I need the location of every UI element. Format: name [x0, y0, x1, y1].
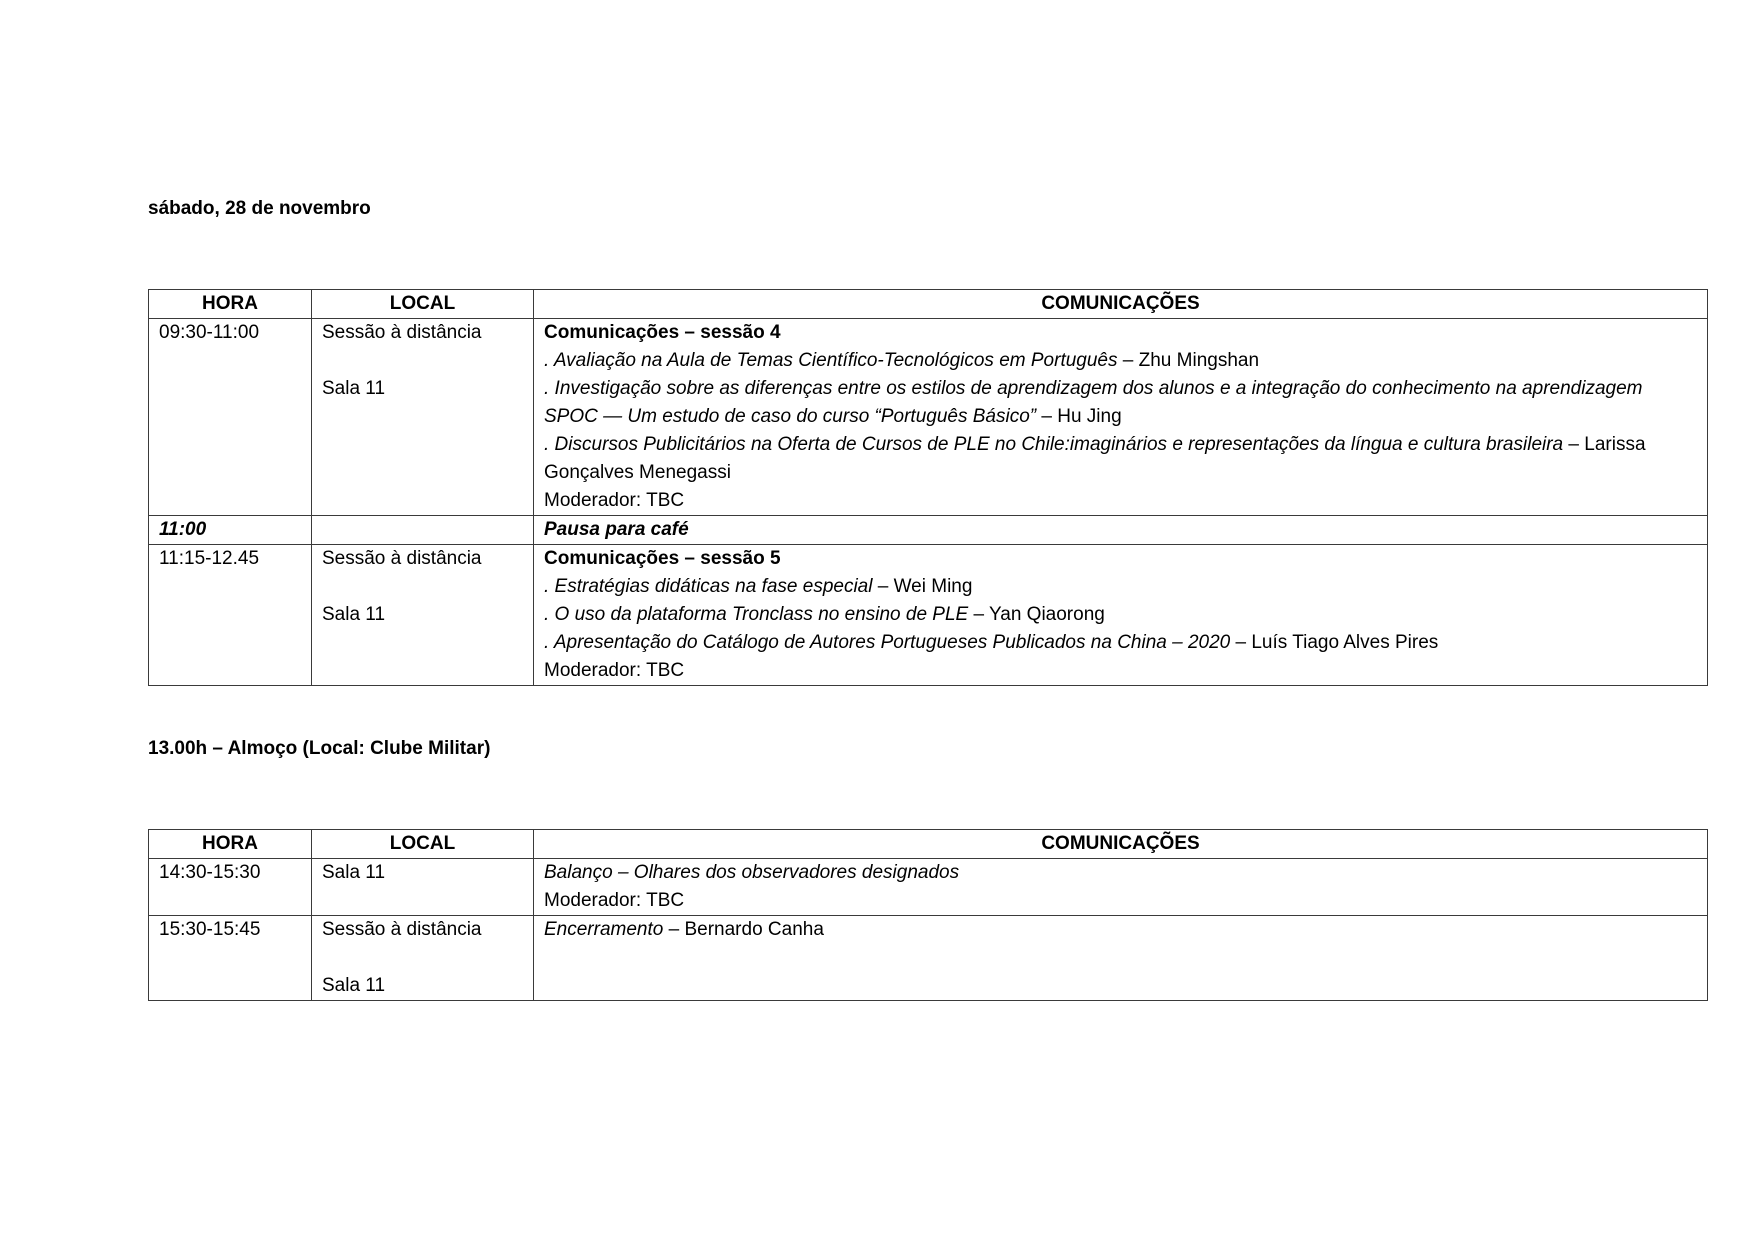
- table-header-row: [149, 290, 1708, 319]
- header-hora: HORA: [149, 830, 312, 859]
- hora-cell: 11:15-12.45: [149, 545, 312, 686]
- local-room: Sala 11: [322, 378, 386, 399]
- hora-cell: 09:30-11:00: [149, 319, 312, 516]
- moderator: Moderador: TBC: [544, 890, 685, 911]
- table-row: [149, 545, 1708, 686]
- session-title: Balanço – Olhares dos observadores designados: [544, 862, 960, 883]
- break-hora-cell: 11:00: [149, 516, 312, 545]
- local-cell: Sala 11: [312, 859, 534, 916]
- comunicacoes-cell: [534, 859, 1708, 916]
- header-comunicacoes: COMUNICAÇÕES: [534, 290, 1708, 319]
- day-heading: sábado, 28 de novembro: [148, 198, 371, 219]
- header-local: LOCAL: [312, 830, 534, 859]
- talk-item: Encerramento – Bernardo Canha: [544, 919, 824, 940]
- session-title: Comunicações – sessão 5: [544, 548, 781, 569]
- table-row: [149, 859, 1708, 916]
- talk-item: . Estratégias didáticas na fase especial – Wei Ming: [544, 576, 973, 597]
- talk-item: . O uso da plataforma Tronclass no ensino de PLE – Yan Qiaorong: [544, 604, 1105, 625]
- session-title: Comunicações – sessão 4: [544, 322, 781, 343]
- table-row-break: [149, 516, 1708, 545]
- local-remote: Sessão à distância: [322, 322, 482, 343]
- hora-cell: 15:30-15:45: [149, 916, 312, 1001]
- break-local-cell: [312, 516, 534, 545]
- local-cell: [312, 916, 534, 1001]
- talk-item: . Avaliação na Aula de Temas Científico-Tecnológicos em Português – Zhu Mingshan: [544, 350, 1260, 371]
- header-hora: HORA: [149, 290, 312, 319]
- comunicacoes-cell: [534, 319, 1708, 516]
- moderator: Moderador: TBC: [544, 660, 685, 681]
- talk-item: . Discursos Publicitários na Oferta de Cursos de PLE no Chile:imaginários e representações da língua e cultura brasileira – Larissa Gonçalves Menegassi: [544, 434, 1646, 483]
- moderator: Moderador: TBC: [544, 490, 685, 511]
- table-row: [149, 319, 1708, 516]
- table-header-row: [149, 830, 1708, 859]
- break-label-cell: Pausa para café: [534, 516, 1708, 545]
- comunicacoes-cell: [534, 545, 1708, 686]
- local-remote: Sessão à distância: [322, 548, 482, 569]
- hora-cell: 14:30-15:30: [149, 859, 312, 916]
- comunicacoes-cell: [534, 916, 1708, 1001]
- lunch-heading: 13.00h – Almoço (Local: Clube Militar): [148, 738, 491, 759]
- table-row: [149, 916, 1708, 1001]
- local-cell: [312, 319, 534, 516]
- talk-item: . Apresentação do Catálogo de Autores Portugueses Publicados na China – 2020 – Luís Tiago Alves Pires: [544, 632, 1439, 653]
- local-room: Sala 11: [322, 604, 386, 625]
- header-local: LOCAL: [312, 290, 534, 319]
- morning-schedule-table: [148, 289, 1708, 686]
- afternoon-schedule-table: [148, 829, 1708, 1001]
- local-room: Sala 11: [322, 975, 386, 996]
- local-remote: Sessão à distância: [322, 919, 482, 940]
- local-cell: [312, 545, 534, 686]
- talk-item: . Investigação sobre as diferenças entre os estilos de aprendizagem dos alunos e a integração do conhecimento na aprendizagem SPOC — Um estudo de caso do curso “Português Básico” – Hu Jing: [544, 378, 1643, 427]
- header-comunicacoes: COMUNICAÇÕES: [534, 830, 1708, 859]
